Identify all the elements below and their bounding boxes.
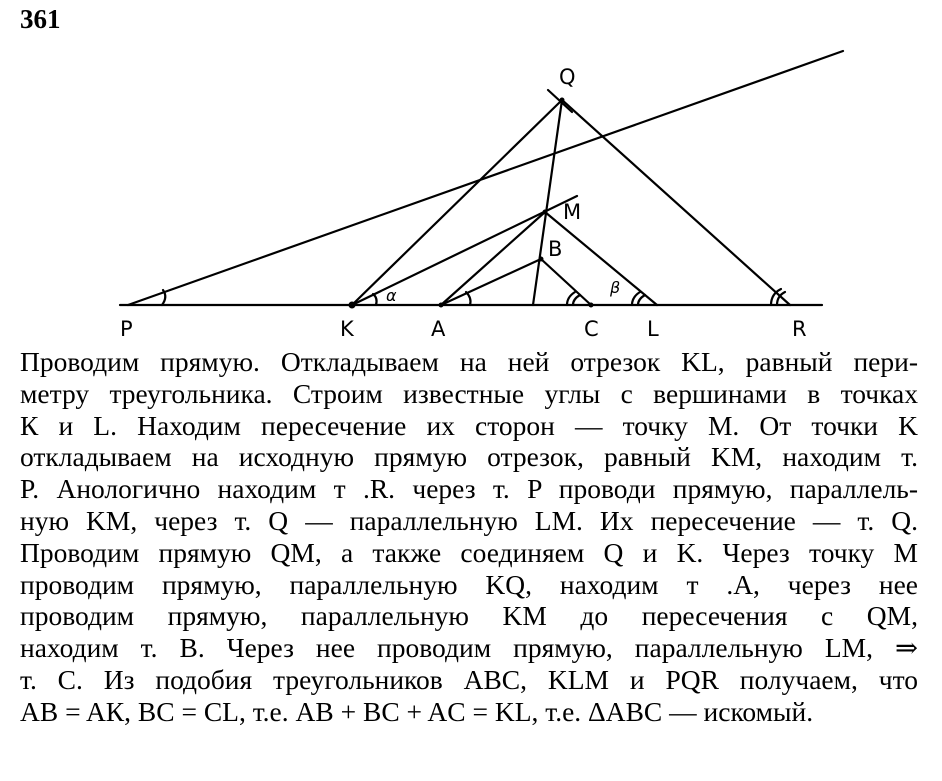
solution-text: [20, 346, 918, 728]
line-qr: [562, 100, 790, 305]
geometry-figure: [0, 0, 942, 345]
label-p: P: [120, 317, 133, 341]
angle-arc-l2: [638, 295, 645, 305]
point-k-dot: [349, 302, 356, 309]
label-r: R: [792, 317, 807, 341]
line-bc: [541, 259, 591, 305]
point-b-dot: [539, 257, 544, 262]
label-beta: β: [610, 278, 621, 297]
solution-line: К и L. Находим пересечение их сторон — точку M. От точки K: [20, 409, 918, 441]
solution-line: Проводим прямую QM, а также соединяем Q и K. Через точку M: [20, 536, 918, 568]
label-c: C: [584, 317, 599, 341]
solution-line: находим т. B. Через нее проводим прямую, параллельную LM, ⇒: [20, 632, 918, 664]
angle-arc-k: [373, 294, 377, 305]
label-l: L: [647, 317, 659, 341]
solution-line: метру треугольника. Строим известные углы с вершинами в точках: [20, 377, 918, 409]
angle-arc-a: [466, 292, 471, 305]
line-ab: [441, 259, 541, 305]
point-c-dot: [589, 303, 594, 308]
angle-arc-c2: [573, 295, 580, 305]
point-m-dot: [543, 210, 548, 215]
solution-line: P. Анологично находим т .R. через т. P проводи прямую, параллель-: [20, 473, 918, 505]
point-q-dot: [560, 98, 565, 103]
solution-line: ную KM, через т. Q — параллельную LM. Их пересечение — т. Q.: [20, 504, 918, 536]
problem-number: 361: [20, 4, 61, 34]
solution-line: откладываем на исходную прямую отрезок, равный KM, находим т.: [20, 441, 918, 473]
solution-line: проводим прямую, параллельную KQ, находим т .A, через нее: [20, 568, 918, 600]
solution-line: Проводим прямую. Откладываем на ней отрезок KL, равный пери-: [20, 346, 918, 377]
label-m: M: [563, 200, 582, 224]
line-kq: [352, 100, 562, 305]
solution-line: AB = AК, BC = CL, т.е. AB + BC + AC = KL, т.е. ΔABC — искомый.: [20, 695, 814, 727]
label-b: B: [548, 237, 563, 261]
label-q: Q: [559, 65, 576, 89]
solution-line: т. C. Из подобия треугольников ABC, KLM и PQR получаем, что: [20, 663, 918, 695]
solution-line: проводим прямую, параллельную KM до пересечения с QM,: [20, 600, 918, 632]
point-a-dot: [439, 303, 444, 308]
line-pq: [128, 51, 843, 305]
label-k: K: [340, 317, 354, 341]
label-alpha: α: [386, 286, 397, 305]
label-a: A: [431, 317, 446, 341]
line-am: [441, 212, 545, 305]
